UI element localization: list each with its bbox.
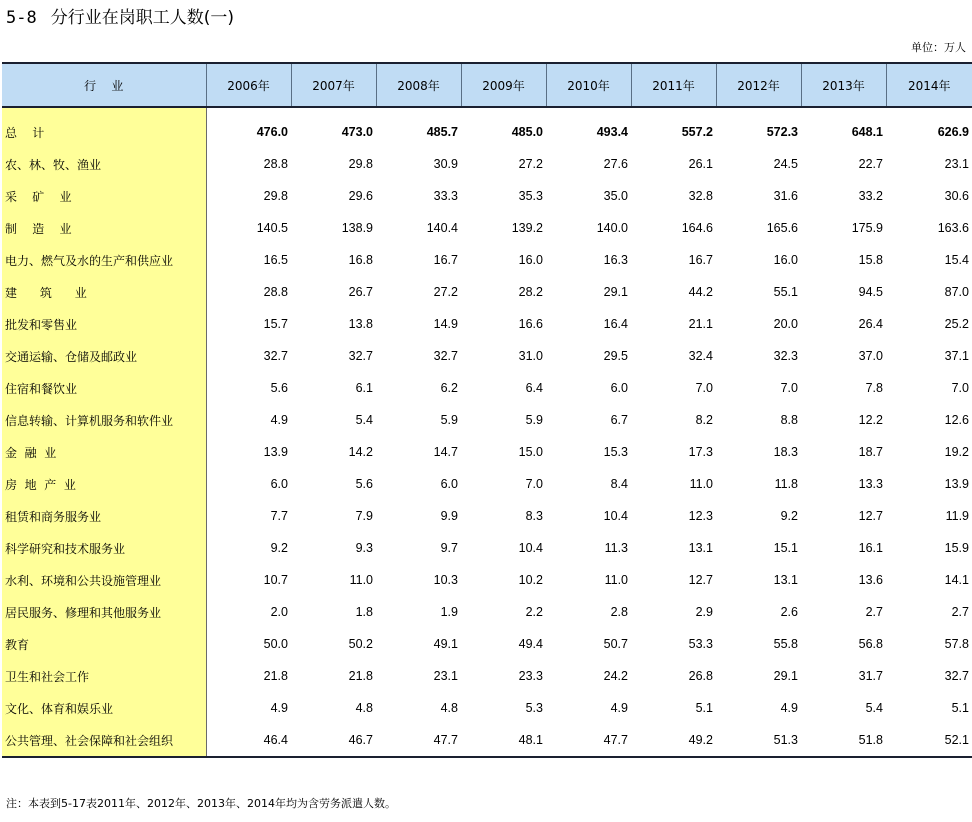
value-cell: 22.7 [858,157,883,171]
value-cell: 6.4 [525,381,543,395]
value-cell: 21.1 [688,317,713,331]
value-cell: 14.2 [348,445,373,459]
industry-name-cell: 居民服务、修理和其他服务业 [2,596,206,628]
value-cell: 37.0 [858,349,883,363]
value-cell: 32.8 [688,189,713,203]
value-cell: 11.9 [945,509,969,523]
value-cell: 19.2 [944,445,969,459]
value-cell: 6.1 [355,381,373,395]
table-row [2,107,972,148]
value-cell: 51.3 [716,724,801,757]
value-cell: 20.0 [773,317,798,331]
value-cell: 175.9 [851,221,883,235]
value-cell: 8.8 [780,413,798,427]
year-column-header: 2010年 [546,63,631,107]
value-cell: 4.9 [780,701,798,715]
value-cell: 626.9 [937,125,969,139]
industry-name-cell: 电力、燃气及水的生产和供应业 [2,244,206,276]
value-cell: 16.3 [603,253,628,267]
value-cell: 139.2 [511,221,543,235]
value-cell: 2.2 [525,605,543,619]
value-cell: 15.0 [518,445,543,459]
value-cell: 8.3 [525,509,543,523]
value-cell: 27.2 [433,285,458,299]
value-cell: 46.4 [206,724,291,757]
value-cell: 2.9 [695,605,713,619]
value-cell: 4.8 [440,701,458,715]
value-cell: 140.4 [426,221,458,235]
table-row [2,628,972,660]
value-cell: 1.9 [440,605,458,619]
value-cell: 32.7 [348,349,373,363]
value-cell: 5.4 [865,701,883,715]
value-cell: 9.2 [780,509,798,523]
value-cell: 1.8 [355,605,373,619]
value-cell: 10.3 [433,573,458,587]
value-cell: 16.7 [688,253,713,267]
page-title [6,6,234,30]
value-cell: 5.6 [270,381,288,395]
value-cell: 16.5 [263,253,288,267]
value-cell: 29.6 [348,189,373,203]
value-cell: 50.2 [348,637,373,651]
value-cell: 476.0 [256,125,288,139]
table-row [2,404,972,436]
value-cell: 138.9 [341,221,373,235]
value-cell: 50.0 [263,637,288,651]
header-row [2,63,972,107]
value-cell: 485.7 [426,125,458,139]
industry-name-cell: 租赁和商务服务业 [2,500,206,532]
value-cell: 7.0 [780,381,798,395]
value-cell: 10.2 [518,573,543,587]
value-cell: 57.8 [944,637,969,651]
value-cell: 15.7 [263,317,288,331]
value-cell: 12.7 [858,509,883,523]
value-cell: 94.5 [858,285,883,299]
value-cell: 12.6 [944,413,969,427]
value-cell: 31.0 [518,349,543,363]
value-cell: 6.7 [610,413,628,427]
unit-label: 单位：万人 [911,41,966,54]
value-cell: 37.1 [944,349,969,363]
table-row [2,276,972,308]
value-cell: 2.7 [951,605,969,619]
value-cell: 28.8 [263,285,288,299]
value-cell: 13.1 [688,541,713,555]
value-cell: 648.1 [851,125,883,139]
value-cell: 5.9 [440,413,458,427]
table-row [2,724,972,757]
value-cell: 44.2 [688,285,713,299]
value-cell: 15.1 [773,541,798,555]
value-cell: 15.4 [944,253,969,267]
value-cell: 9.7 [440,541,458,555]
value-cell: 26.4 [858,317,883,331]
value-cell: 21.8 [263,669,288,683]
value-cell: 26.7 [348,285,373,299]
industry-name-cell: 金 融 业 [2,436,206,468]
value-cell: 13.9 [263,445,288,459]
value-cell: 55.1 [773,285,798,299]
industry-name-cell: 采 矿 业 [2,180,206,212]
value-cell: 29.8 [263,189,288,203]
table-number: 5-8 [6,8,37,28]
industry-name-cell: 科学研究和技术服务业 [2,532,206,564]
value-cell: 14.9 [433,317,458,331]
value-cell: 35.0 [603,189,628,203]
value-cell: 4.9 [610,701,628,715]
table-row [2,180,972,212]
value-cell: 16.7 [433,253,458,267]
value-cell: 11.8 [774,477,798,491]
value-cell: 32.7 [263,349,288,363]
value-cell: 55.8 [773,637,798,651]
value-cell: 2.6 [780,605,798,619]
value-cell: 5.9 [525,413,543,427]
value-cell: 15.3 [603,445,628,459]
value-cell: 5.3 [525,701,543,715]
value-cell: 14.7 [433,445,458,459]
value-cell: 32.3 [773,349,798,363]
value-cell: 4.8 [355,701,373,715]
value-cell: 4.9 [270,701,288,715]
value-cell: 11.3 [604,541,628,555]
value-cell: 25.2 [944,317,969,331]
industry-name-cell: 房 地 产 业 [2,468,206,500]
industry-name-cell: 公共管理、社会保障和社会组织 [2,724,206,757]
value-cell: 32.7 [944,669,969,683]
value-cell: 49.2 [631,724,716,757]
value-cell: 13.9 [944,477,969,491]
value-cell: 16.1 [858,541,883,555]
year-column-header: 2008年 [376,63,461,107]
value-cell: 16.0 [518,253,543,267]
value-cell: 9.3 [355,541,373,555]
value-cell: 11.0 [349,573,373,587]
value-cell: 2.0 [270,605,288,619]
value-cell: 165.6 [766,221,798,235]
value-cell: 27.6 [603,157,628,171]
industry-name-cell: 农、林、牧、渔业 [2,148,206,180]
value-cell: 26.1 [688,157,713,171]
value-cell: 572.3 [766,125,798,139]
value-cell: 13.3 [858,477,883,491]
value-cell: 16.8 [348,253,373,267]
table-row [2,308,972,340]
value-cell: 5.6 [355,477,373,491]
value-cell: 140.0 [596,221,628,235]
industry-name-cell: 信息转输、计算机服务和软件业 [2,404,206,436]
table-row [2,500,972,532]
value-cell: 18.3 [773,445,798,459]
table-row [2,372,972,404]
value-cell: 33.3 [433,189,458,203]
value-cell: 163.6 [937,221,969,235]
value-cell: 16.0 [773,253,798,267]
value-cell: 6.2 [440,381,458,395]
table-row [2,596,972,628]
value-cell: 7.0 [951,381,969,395]
value-cell: 49.4 [518,637,543,651]
value-cell: 23.1 [433,669,458,683]
value-cell: 8.4 [610,477,628,491]
value-cell: 473.0 [341,125,373,139]
value-cell: 5.4 [355,413,373,427]
employment-table [2,62,972,758]
value-cell: 16.6 [518,317,543,331]
value-cell: 7.0 [695,381,713,395]
table-row [2,564,972,596]
value-cell: 29.1 [603,285,628,299]
value-cell: 15.8 [858,253,883,267]
value-cell: 7.0 [525,477,543,491]
value-cell: 485.0 [511,125,543,139]
industry-name-cell: 住宿和餐饮业 [2,372,206,404]
value-cell: 26.8 [688,669,713,683]
value-cell: 13.1 [773,573,798,587]
value-cell: 14.1 [944,573,969,587]
table-row [2,692,972,724]
value-cell: 5.1 [695,701,713,715]
value-cell: 10.4 [603,509,628,523]
value-cell: 29.5 [603,349,628,363]
value-cell: 6.0 [440,477,458,491]
year-column-header: 2007年 [291,63,376,107]
value-cell: 493.4 [596,125,628,139]
value-cell: 46.7 [291,724,376,757]
value-cell: 24.5 [773,157,798,171]
industry-name-cell: 批发和零售业 [2,308,206,340]
value-cell: 28.2 [518,285,543,299]
value-cell: 17.3 [688,445,713,459]
value-cell: 35.3 [518,189,543,203]
table-body [2,107,972,757]
value-cell: 23.1 [944,157,969,171]
value-cell: 13.8 [348,317,373,331]
value-cell: 10.4 [518,541,543,555]
value-cell: 31.6 [773,189,798,203]
value-cell: 29.1 [773,669,798,683]
year-column-header: 2011年 [631,63,716,107]
footnote: 注：本表到5-17表2011年、2012年、2013年、2014年均为含劳务派遣人数。 [6,797,396,810]
value-cell: 32.4 [688,349,713,363]
value-cell: 9.9 [440,509,458,523]
value-cell: 4.9 [270,413,288,427]
year-column-header: 2013年 [801,63,886,107]
industry-column-header: 行 业 [2,63,206,107]
year-column-header: 2006年 [206,63,291,107]
value-cell: 24.2 [603,669,628,683]
value-cell: 10.7 [263,573,288,587]
value-cell: 50.7 [603,637,628,651]
table-row [2,244,972,276]
value-cell: 11.0 [604,573,628,587]
year-column-header: 2012年 [716,63,801,107]
value-cell: 28.8 [263,157,288,171]
value-cell: 11.0 [689,477,713,491]
value-cell: 30.9 [433,157,458,171]
value-cell: 6.0 [270,477,288,491]
value-cell: 12.3 [688,509,713,523]
industry-name-cell: 文化、体育和娱乐业 [2,692,206,724]
value-cell: 15.9 [944,541,969,555]
value-cell: 29.8 [348,157,373,171]
industry-name-cell: 卫生和社会工作 [2,660,206,692]
value-cell: 31.7 [858,669,883,683]
value-cell: 30.6 [944,189,969,203]
value-cell: 12.2 [858,413,883,427]
value-cell: 8.2 [695,413,713,427]
value-cell: 51.8 [801,724,886,757]
industry-name-cell: 制 造 业 [2,212,206,244]
value-cell: 12.7 [688,573,713,587]
table-row [2,660,972,692]
value-cell: 49.1 [433,637,458,651]
value-cell: 23.3 [518,669,543,683]
value-cell: 56.8 [858,637,883,651]
table-row [2,468,972,500]
value-cell: 52.1 [886,724,972,757]
value-cell: 140.5 [256,221,288,235]
table-title: 分行业在岗职工人数(一) [50,8,234,28]
value-cell: 6.0 [610,381,628,395]
industry-name-cell: 水利、环境和公共设施管理业 [2,564,206,596]
industry-name-cell: 教育 [2,628,206,660]
value-cell: 557.2 [681,125,713,139]
value-cell: 87.0 [944,285,969,299]
table-row [2,340,972,372]
value-cell: 32.7 [433,349,458,363]
value-cell: 7.7 [270,509,288,523]
year-column-header: 2009年 [461,63,546,107]
value-cell: 7.8 [865,381,883,395]
value-cell: 27.2 [518,157,543,171]
value-cell: 2.7 [865,605,883,619]
value-cell: 21.8 [348,669,373,683]
value-cell: 33.2 [858,189,883,203]
value-cell: 48.1 [461,724,546,757]
value-cell: 18.7 [858,445,883,459]
table-row [2,436,972,468]
value-cell: 16.4 [603,317,628,331]
value-cell: 7.9 [355,509,373,523]
industry-name-cell: 建 筑 业 [2,276,206,308]
value-cell: 53.3 [688,637,713,651]
industry-name-cell: 总 计 [2,107,206,148]
industry-name-cell: 交通运输、仓储及邮政业 [2,340,206,372]
value-cell: 9.2 [270,541,288,555]
table-row [2,532,972,564]
table-row [2,148,972,180]
value-cell: 47.7 [546,724,631,757]
value-cell: 2.8 [610,605,628,619]
table-row [2,212,972,244]
value-cell: 5.1 [951,701,969,715]
value-cell: 13.6 [858,573,883,587]
value-cell: 164.6 [681,221,713,235]
year-column-header: 2014年 [886,63,972,107]
value-cell: 47.7 [376,724,461,757]
